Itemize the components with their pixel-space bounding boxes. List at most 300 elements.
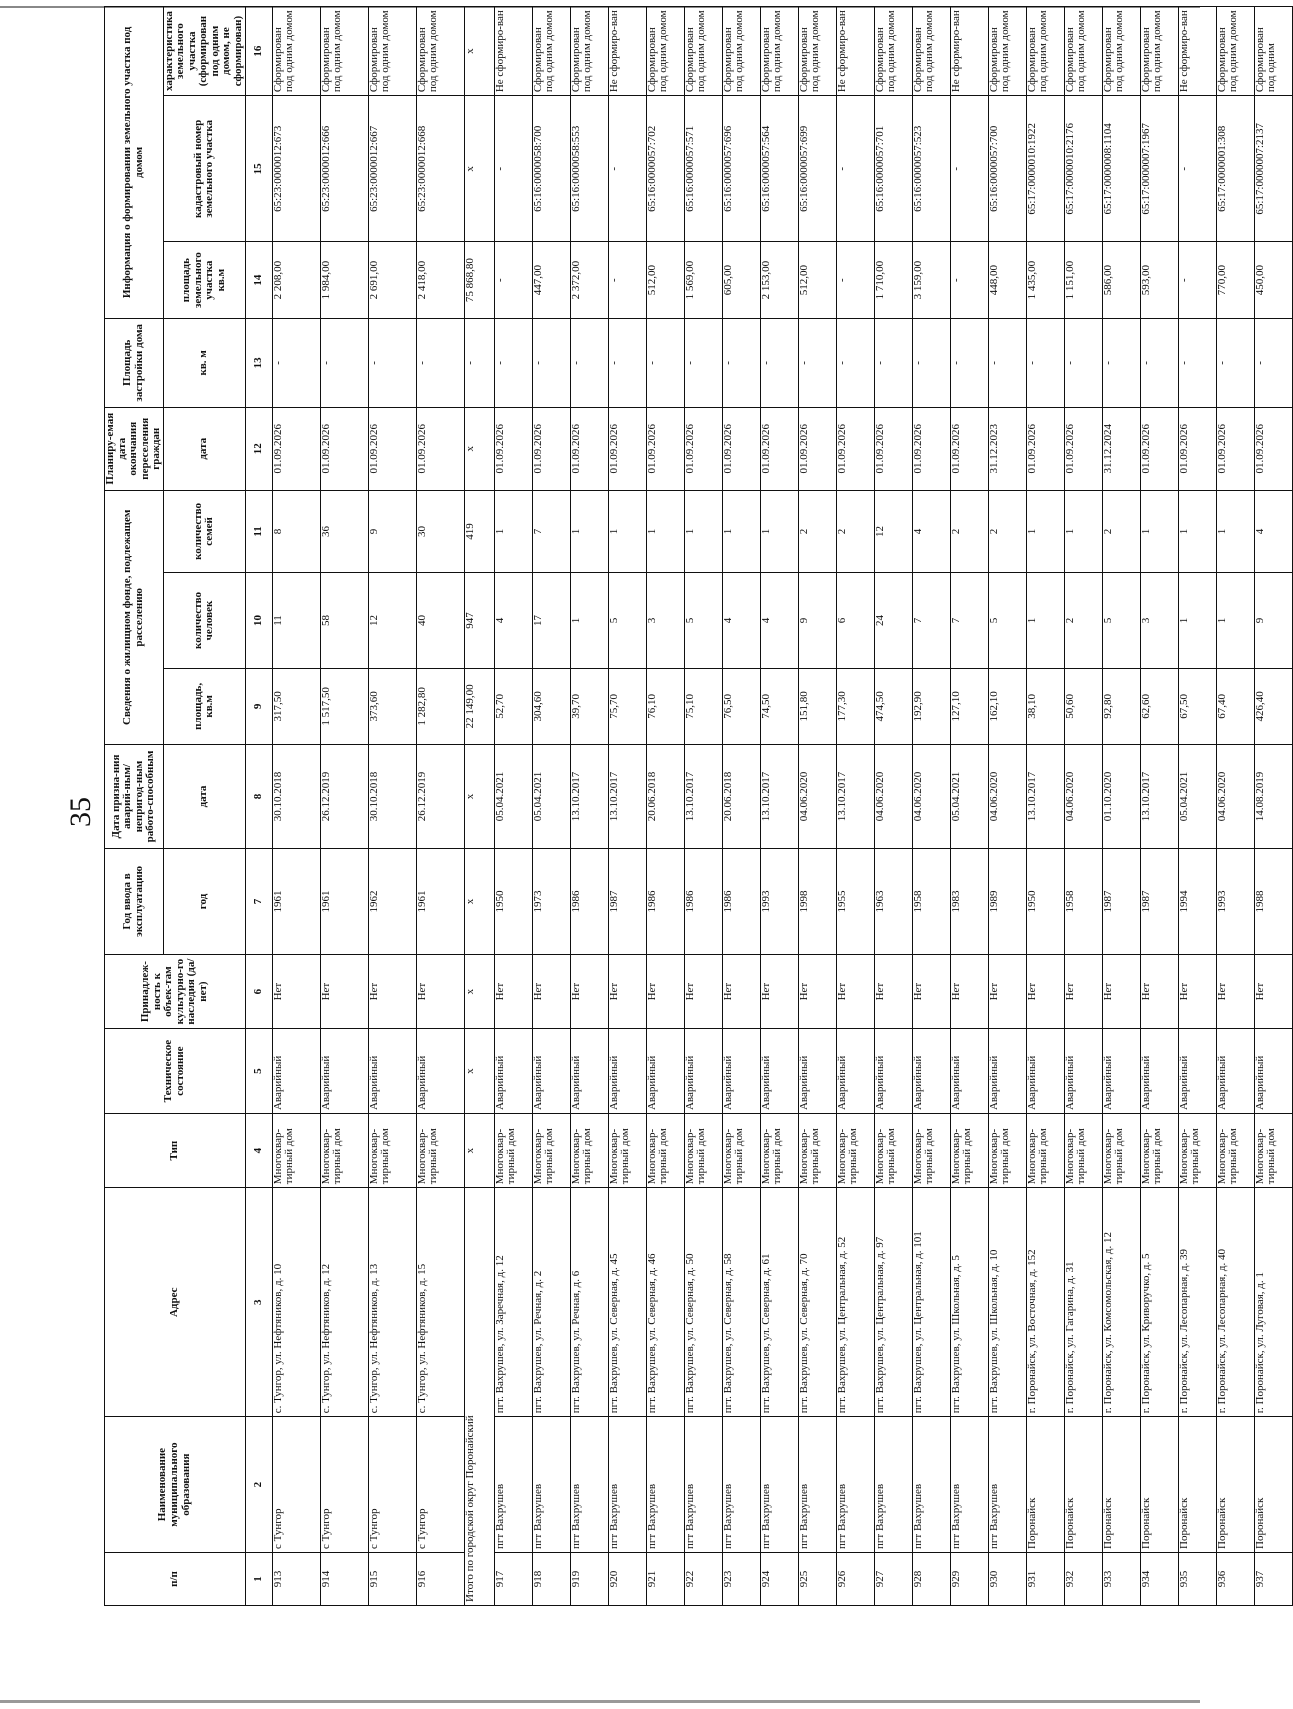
cell-type: Многоквар-тирный дом: [836, 1114, 874, 1188]
cell-cadastral-number: 65:23:0000012:673: [272, 96, 320, 242]
cell-condition: Аварийный: [1140, 1029, 1178, 1114]
cell-type: Многоквар-тирный дом: [1216, 1114, 1254, 1188]
cell-people: 40: [416, 573, 464, 668]
table-row: [494, 7, 532, 1606]
cell-area: 38,10: [1026, 668, 1064, 744]
header-address: Адрес: [105, 1188, 246, 1417]
cell-address: пгт. Вахрушев, ул. Речная, д. 6: [570, 1188, 608, 1417]
cell-cadastral-number: 65:23:0000012:667: [368, 96, 416, 242]
cell-families: 1: [1216, 490, 1254, 573]
cell-municipality: Поронайск: [1216, 1417, 1254, 1553]
cell-municipality: пгт Вахрушев: [722, 1417, 760, 1553]
cell-area: 39,70: [570, 668, 608, 744]
cell-families: 2: [1102, 490, 1140, 573]
cell-land-characteristic: Сформирован под одним домом: [684, 7, 722, 96]
cell-municipality: с Тунгор: [416, 1417, 464, 1553]
cell-people: 4: [760, 573, 798, 668]
cell-recognition-date: 05.04.2021: [950, 745, 988, 849]
cell-land-characteristic: Сформирован под одним домом: [570, 7, 608, 96]
cell-municipality: пгт Вахрушев: [912, 1417, 950, 1553]
cell-land-area: 605,00: [722, 242, 760, 318]
cell-year: 1986: [722, 848, 760, 954]
cell-cadastral-number: 65:16:0000057:696: [722, 96, 760, 242]
cell-recognition-date: 13.10.2017: [570, 745, 608, 849]
cell-area: 426,40: [1254, 668, 1292, 744]
cell-year: 1986: [646, 848, 684, 954]
cell-planned-date: 01.09.2026: [1254, 407, 1292, 490]
table-row: [760, 7, 798, 1606]
cell-families: 30: [416, 490, 464, 573]
cell-cultural-heritage: Нет: [684, 954, 722, 1028]
cell-type: Многоквар-тирный дом: [1254, 1114, 1292, 1188]
header-condition: Техническое состояние: [105, 1029, 246, 1114]
cell-land-area: -: [494, 242, 532, 318]
cell-built-area: -: [874, 318, 912, 407]
cell-address: с. Тунгор, ул. Нефтяников, д. 12: [320, 1188, 368, 1417]
cell-type: Многоквар-тирный дом: [874, 1114, 912, 1188]
cell-address: пгт. Вахрушев, ул. Центральная, д. 97: [874, 1188, 912, 1417]
cell-address: пгт. Вахрушев, ул. Северная, д. 45: [608, 1188, 646, 1417]
cell-built-area: -: [1140, 318, 1178, 407]
cell-cadastral-number: 65:16:0000058:700: [532, 96, 570, 242]
table-row: [368, 7, 416, 1606]
col-number: 13: [245, 318, 272, 407]
cell-land-characteristic: Сформирован под одним домом: [722, 7, 760, 96]
cell-people: 1: [1178, 573, 1216, 668]
header-families: количество семей: [163, 490, 245, 573]
cell-recognition-date: 26.12.2019: [320, 745, 368, 849]
cell-cadastral-number: 65:16:0000057:701: [874, 96, 912, 242]
cell-number: 920: [608, 1552, 646, 1605]
cell-planned-date: 01.09.2026: [798, 407, 836, 490]
cell-area: 75,10: [684, 668, 722, 744]
cell-built-area: -: [416, 318, 464, 407]
cell-families: 1: [1178, 490, 1216, 573]
cell-type: Многоквар-тирный дом: [1064, 1114, 1102, 1188]
header-area: площадь, кв.м: [163, 668, 245, 744]
cell-area: 76,50: [722, 668, 760, 744]
table-row: [836, 7, 874, 1606]
table-row: [1254, 7, 1292, 1606]
cell-land-characteristic: Не сформиро-ван: [494, 7, 532, 96]
col-number: 8: [245, 745, 272, 849]
page-number: 35: [64, 797, 97, 827]
table-row: [532, 7, 570, 1606]
cell-recognition-date: 13.10.2017: [608, 745, 646, 849]
header-date: дата: [163, 745, 245, 849]
cell-land-area: 1 569,00: [684, 242, 722, 318]
cell-address: пгт. Вахрушев, ул. Школьная, д. 10: [988, 1188, 1026, 1417]
cell-people: 1: [570, 573, 608, 668]
col-number: 15: [245, 96, 272, 242]
cell-municipality: пгт Вахрушев: [608, 1417, 646, 1553]
cell-recognition-date: 13.10.2017: [1140, 745, 1178, 849]
table-row: [1064, 7, 1102, 1606]
cell-cultural-heritage: Нет: [1178, 954, 1216, 1028]
cell-land-area: 1 984,00: [320, 242, 368, 318]
cell-address: пгт. Вахрушев, ул. Северная, д. 46: [646, 1188, 684, 1417]
cell-condition: Аварийный: [912, 1029, 950, 1114]
cell-people: 1: [1026, 573, 1064, 668]
cell-area: 474,50: [874, 668, 912, 744]
table-row: [1026, 7, 1064, 1606]
cell-recognition-date: 13.10.2017: [1026, 745, 1064, 849]
cell-planned-date: 01.09.2026: [646, 407, 684, 490]
cell-families: 1: [684, 490, 722, 573]
cell-year: 1961: [320, 848, 368, 954]
total-cadastral: x: [464, 96, 494, 242]
cell-land-area: 512,00: [798, 242, 836, 318]
cell-area: 373,60: [368, 668, 416, 744]
cell-planned-date: 01.09.2026: [874, 407, 912, 490]
cell-municipality: Поронайск: [1140, 1417, 1178, 1553]
cell-people: 17: [532, 573, 570, 668]
cell-area: 67,40: [1216, 668, 1254, 744]
table-row: [272, 7, 320, 1606]
cell-land-characteristic: Сформирован под одним домом: [1102, 7, 1140, 96]
total-characteristic: x: [464, 7, 494, 96]
cell-type: Многоквар-тирный дом: [798, 1114, 836, 1188]
cell-recognition-date: 26.12.2019: [416, 745, 464, 849]
cell-number: 921: [646, 1552, 684, 1605]
total-row: [464, 7, 494, 1606]
table-row: [646, 7, 684, 1606]
cell-cultural-heritage: Нет: [1140, 954, 1178, 1028]
cell-built-area: -: [722, 318, 760, 407]
cell-planned-date: 01.09.2026: [608, 407, 646, 490]
cell-families: 1: [570, 490, 608, 573]
table-row: [874, 7, 912, 1606]
header-date-group: Дата призна-ния аварий-ным/непригод-ным работо-способным: [105, 745, 164, 849]
cell-built-area: -: [1026, 318, 1064, 407]
cell-condition: Аварийный: [950, 1029, 988, 1114]
cell-address: пгт. Вахрушев, ул. Северная, д. 70: [798, 1188, 836, 1417]
cell-area: 76,10: [646, 668, 684, 744]
cell-built-area: -: [950, 318, 988, 407]
cell-condition: Аварийный: [798, 1029, 836, 1114]
cell-number: 930: [988, 1552, 1026, 1605]
cell-address: г. Поронайск, ул. Восточная, д. 152: [1026, 1188, 1064, 1417]
cell-cadastral-number: 65:16:0000057:564: [760, 96, 798, 242]
cell-people: 12: [368, 573, 416, 668]
cell-number: 934: [1140, 1552, 1178, 1605]
cell-built-area: -: [646, 318, 684, 407]
cell-area: 62,60: [1140, 668, 1178, 744]
cell-municipality: Поронайск: [1254, 1417, 1292, 1553]
cell-cadastral-number: 65:17:0000001:308: [1216, 96, 1254, 242]
cell-built-area: -: [798, 318, 836, 407]
cell-area: 92,80: [1102, 668, 1140, 744]
cell-families: 2: [950, 490, 988, 573]
cell-municipality: Поронайск: [1102, 1417, 1140, 1553]
total-cultural: x: [464, 954, 494, 1028]
cell-built-area: -: [1178, 318, 1216, 407]
cell-municipality: пгт Вахрушев: [494, 1417, 532, 1553]
total-area: 22 149,00: [464, 668, 494, 744]
cell-families: 8: [272, 490, 320, 573]
cell-planned-date: 01.09.2026: [1178, 407, 1216, 490]
header-municipality: Наименование муниципального образования: [105, 1417, 246, 1553]
cell-area: 1 517,50: [320, 668, 368, 744]
cell-number: 923: [722, 1552, 760, 1605]
cell-year: 1987: [1102, 848, 1140, 954]
total-year: x: [464, 848, 494, 954]
cell-built-area: -: [272, 318, 320, 407]
total-date: x: [464, 745, 494, 849]
cell-families: 1: [494, 490, 532, 573]
cell-families: 1: [1140, 490, 1178, 573]
table-body-poronaysk: [494, 7, 1292, 1606]
cell-cultural-heritage: Нет: [272, 954, 320, 1028]
header-land-area: площадь земельного участка кв.м: [163, 242, 245, 318]
cell-land-characteristic: Сформирован под одним домом: [1216, 7, 1254, 96]
cell-planned-date: 01.09.2026: [1216, 407, 1254, 490]
col-number: 12: [245, 407, 272, 490]
cell-address: пгт. Вахрушев, ул. Северная, д. 50: [684, 1188, 722, 1417]
cell-area: 127,10: [950, 668, 988, 744]
cell-year: 1987: [608, 848, 646, 954]
cell-address: пгт. Вахрушев, ул. Центральная, д. 101: [912, 1188, 950, 1417]
col-number: 16: [245, 7, 272, 96]
cell-built-area: -: [570, 318, 608, 407]
cell-land-characteristic: Сформирован под одним домом: [988, 7, 1026, 96]
col-number: 10: [245, 573, 272, 668]
cell-families: 2: [798, 490, 836, 573]
cell-land-characteristic: Сформирован под одним: [1254, 7, 1292, 96]
cell-type: Многоквар-тирный дом: [912, 1114, 950, 1188]
cell-built-area: -: [532, 318, 570, 407]
table-row: [684, 7, 722, 1606]
cell-people: 3: [646, 573, 684, 668]
cell-people: 9: [798, 573, 836, 668]
cell-built-area: -: [1254, 318, 1292, 407]
rotated-register-table-container: [104, 6, 1278, 1606]
cell-area: 1 282,80: [416, 668, 464, 744]
cell-land-characteristic: Сформирован под одним домом: [646, 7, 684, 96]
cell-type: Многоквар-тирный дом: [416, 1114, 464, 1188]
cell-planned-date: 01.09.2026: [760, 407, 798, 490]
cell-built-area: -: [368, 318, 416, 407]
total-families: 419: [464, 490, 494, 573]
cell-built-area: -: [988, 318, 1026, 407]
cell-cultural-heritage: Нет: [608, 954, 646, 1028]
table-row: [798, 7, 836, 1606]
cell-condition: Аварийный: [272, 1029, 320, 1114]
cell-type: Многоквар-тирный дом: [1178, 1114, 1216, 1188]
cell-municipality: пгт Вахрушев: [570, 1417, 608, 1553]
cell-land-area: 2 153,00: [760, 242, 798, 318]
cell-recognition-date: 13.10.2017: [836, 745, 874, 849]
cell-condition: Аварийный: [1178, 1029, 1216, 1114]
cell-address: пгт. Вахрушев, ул. Школьная, д. 5: [950, 1188, 988, 1417]
cell-built-area: -: [836, 318, 874, 407]
table-row: [320, 7, 368, 1606]
cell-cadastral-number: 65:17:0000008:1104: [1102, 96, 1140, 242]
cell-number: 917: [494, 1552, 532, 1605]
cell-people: 4: [494, 573, 532, 668]
cell-land-area: 1 151,00: [1064, 242, 1102, 318]
cell-recognition-date: 30.10.2018: [272, 745, 320, 849]
col-number: 5: [245, 1029, 272, 1114]
table-row: [912, 7, 950, 1606]
total-type: x: [464, 1114, 494, 1188]
col-number: 9: [245, 668, 272, 744]
cell-cultural-heritage: Нет: [494, 954, 532, 1028]
cell-planned-date: 01.09.2026: [722, 407, 760, 490]
cell-year: 1998: [798, 848, 836, 954]
cell-land-area: 770,00: [1216, 242, 1254, 318]
cell-cultural-heritage: Нет: [874, 954, 912, 1028]
cell-planned-date: 01.09.2026: [1064, 407, 1102, 490]
cell-planned-date: 01.09.2026: [950, 407, 988, 490]
header-built-area-unit: кв. м: [163, 318, 245, 407]
cell-built-area: -: [320, 318, 368, 407]
cell-land-area: 1 710,00: [874, 242, 912, 318]
cell-address: г. Поронайск, ул. Лесопарная, д. 39: [1178, 1188, 1216, 1417]
cell-land-area: -: [950, 242, 988, 318]
cell-condition: Аварийный: [608, 1029, 646, 1114]
table-row: [1140, 7, 1178, 1606]
cell-condition: Аварийный: [722, 1029, 760, 1114]
cell-year: 1973: [532, 848, 570, 954]
cell-land-area: 447,00: [532, 242, 570, 318]
table-row: [722, 7, 760, 1606]
cell-cadastral-number: -: [608, 96, 646, 242]
cell-condition: Аварийный: [760, 1029, 798, 1114]
cell-cadastral-number: 65:17:0000007:2137: [1254, 96, 1292, 242]
cell-type: Многоквар-тирный дом: [988, 1114, 1026, 1188]
cell-recognition-date: 04.06.2020: [1064, 745, 1102, 849]
cell-number: 918: [532, 1552, 570, 1605]
cell-land-area: 2 372,00: [570, 242, 608, 318]
col-number: 6: [245, 954, 272, 1028]
header-land-plot-group: Информация о формировании земельного участка под домом: [105, 7, 164, 319]
cell-families: 12: [874, 490, 912, 573]
cell-year: 1986: [570, 848, 608, 954]
cell-cultural-heritage: Нет: [836, 954, 874, 1028]
cell-address: с. Тунгор, ул. Нефтяников, д. 15: [416, 1188, 464, 1417]
cell-cultural-heritage: Нет: [646, 954, 684, 1028]
cell-families: 2: [988, 490, 1026, 573]
cell-address: с. Тунгор, ул. Нефтяников, д. 10: [272, 1188, 320, 1417]
cell-land-characteristic: Сформирован под одним домом: [760, 7, 798, 96]
cell-built-area: -: [912, 318, 950, 407]
cell-land-area: 1 435,00: [1026, 242, 1064, 318]
cell-number: 932: [1064, 1552, 1102, 1605]
cell-cultural-heritage: Нет: [1026, 954, 1064, 1028]
header-cultural-heritage: Принадлеж-ность к объек-там культурно-го наследия (да/нет): [105, 954, 246, 1028]
header-year: год: [163, 848, 245, 954]
cell-area: 304,60: [532, 668, 570, 744]
cell-land-characteristic: Сформирован под одним домом: [320, 7, 368, 96]
cell-built-area: -: [1064, 318, 1102, 407]
total-people: 947: [464, 573, 494, 668]
cell-planned-date: 31.12.2024: [1102, 407, 1140, 490]
cell-address: пгт. Вахрушев, ул. Северная, д. 61: [760, 1188, 798, 1417]
cell-year: 1961: [416, 848, 464, 954]
cell-land-area: -: [836, 242, 874, 318]
cell-families: 36: [320, 490, 368, 573]
cell-cadastral-number: 65:16:0000057:702: [646, 96, 684, 242]
cell-recognition-date: 13.10.2017: [684, 745, 722, 849]
cell-year: 1993: [1216, 848, 1254, 954]
header-land-characteristic: характеристика земельного участка (сформирован под одним домом, не сформирован): [163, 7, 245, 96]
total-label: Итого по городской округ Поронайский: [464, 1188, 494, 1606]
cell-land-characteristic: Сформирован под одним домом: [368, 7, 416, 96]
cell-cultural-heritage: Нет: [368, 954, 416, 1028]
cell-families: 1: [760, 490, 798, 573]
cell-condition: Аварийный: [1064, 1029, 1102, 1114]
cell-address: г. Поронайск, ул. Гагарина, д. 31: [1064, 1188, 1102, 1417]
total-land-area: 75 868,80: [464, 242, 494, 318]
table-row: [1216, 7, 1254, 1606]
cell-land-characteristic: Сформирован под одним домом: [912, 7, 950, 96]
cell-cultural-heritage: Нет: [532, 954, 570, 1028]
cell-type: Многоквар-тирный дом: [722, 1114, 760, 1188]
cell-year: 1986: [684, 848, 722, 954]
cell-people: 5: [988, 573, 1026, 668]
cell-year: 1958: [912, 848, 950, 954]
cell-people: 58: [320, 573, 368, 668]
cell-number: 919: [570, 1552, 608, 1605]
table-row: [1178, 7, 1216, 1606]
header-housing-fund-group: Сведения о жилищном фонде, подлежащем расселению: [105, 490, 164, 744]
cell-area: 50,60: [1064, 668, 1102, 744]
cell-people: 7: [912, 573, 950, 668]
cell-type: Многоквар-тирный дом: [684, 1114, 722, 1188]
header-type: Тип: [105, 1114, 246, 1188]
cell-address: с. Тунгор, ул. Нефтяников, д. 13: [368, 1188, 416, 1417]
table-row: [608, 7, 646, 1606]
cell-families: 1: [1026, 490, 1064, 573]
cell-families: 9: [368, 490, 416, 573]
cell-cadastral-number: 65:16:0000057:700: [988, 96, 1026, 242]
cell-area: 52,70: [494, 668, 532, 744]
cell-cadastral-number: 65:17:0000007:1967: [1140, 96, 1178, 242]
col-number: 1: [245, 1552, 272, 1605]
cell-built-area: -: [494, 318, 532, 407]
cell-condition: Аварийный: [988, 1029, 1026, 1114]
cell-land-characteristic: Сформирован под одним домом: [1140, 7, 1178, 96]
cell-type: Многоквар-тирный дом: [368, 1114, 416, 1188]
cell-condition: Аварийный: [1102, 1029, 1140, 1114]
cell-number: 926: [836, 1552, 874, 1605]
cell-people: 2: [1064, 573, 1102, 668]
cell-people: 7: [950, 573, 988, 668]
cell-recognition-date: 30.10.2018: [368, 745, 416, 849]
cell-people: 4: [722, 573, 760, 668]
cell-municipality: пгт Вахрушев: [798, 1417, 836, 1553]
cell-condition: Аварийный: [532, 1029, 570, 1114]
cell-year: 1993: [760, 848, 798, 954]
cell-cadastral-number: 65:16:0000057:571: [684, 96, 722, 242]
cell-planned-date: 01.09.2026: [368, 407, 416, 490]
cell-municipality: пгт Вахрушев: [836, 1417, 874, 1553]
cell-year: 1987: [1140, 848, 1178, 954]
cell-cadastral-number: -: [1178, 96, 1216, 242]
cell-number: 931: [1026, 1552, 1064, 1605]
cell-area: 151,80: [798, 668, 836, 744]
cell-number: 925: [798, 1552, 836, 1605]
cell-planned-date: 01.09.2026: [1140, 407, 1178, 490]
cell-year: 1963: [874, 848, 912, 954]
cell-number: 916: [416, 1552, 464, 1605]
cell-land-characteristic: Сформирован под одним домом: [272, 7, 320, 96]
cell-cultural-heritage: Нет: [320, 954, 368, 1028]
cell-families: 7: [532, 490, 570, 573]
cell-municipality: с Тунгор: [320, 1417, 368, 1553]
cell-built-area: -: [1216, 318, 1254, 407]
